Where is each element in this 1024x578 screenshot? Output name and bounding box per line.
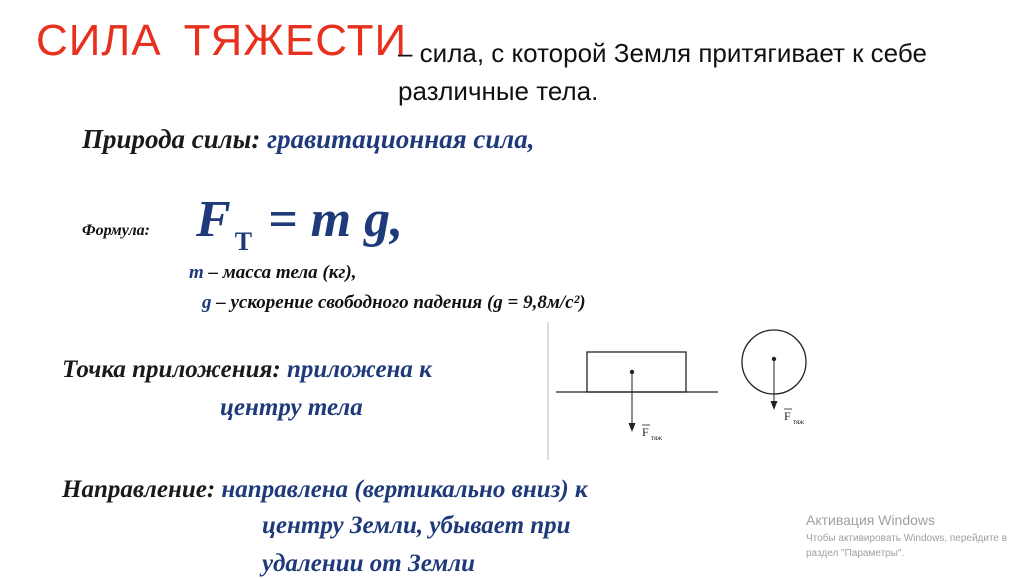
g-definition [202,292,586,314]
direction-label: Направление: [62,476,216,503]
direction-line-1 [62,476,588,504]
mass-symbol: m [189,262,204,283]
slide-title [36,16,407,66]
g-text: – ускорение свободного падения (g = 9,8м/с²) [211,292,586,313]
formula [196,190,404,256]
mass-definition [189,262,356,284]
windows-activation-line-2: раздел "Параметры". [806,548,905,559]
block [587,352,686,392]
formula-rhs: = m g, [268,191,404,248]
title-word-2: ТЯЖЕСТИ [183,16,408,65]
block-force-arrowhead [629,423,636,432]
direction-value-1: направлена (вертикально вниз) к [221,476,588,503]
title-word-1: СИЛА [36,16,162,65]
application-label: Точка приложения: [62,356,281,383]
block-force-label: F [642,425,649,439]
g-symbol: g [202,292,212,313]
application-value-1: приложена к [286,356,432,383]
windows-activation-title: Активация Windows [806,512,936,528]
nature-value: гравитационная сила, [267,124,535,154]
nature-label: Природа силы: [82,124,261,154]
ball-force-arrowhead [771,401,778,410]
ball-force-sub: тяж [793,418,805,426]
mass-text: – масса тела (кг), [203,262,357,283]
windows-activation-line-1: Чтобы активировать Windows, перейдите в [806,533,1008,544]
definition-text: – сила, с которой Земля притягивает к себе различные тела. [398,38,927,106]
application-line-2: центру тела [220,394,363,421]
force-diagram [540,322,840,462]
ball-force-label: F [784,409,791,423]
application-line-1 [62,356,432,384]
direction-line-2: центру Земли, убывает при [262,512,571,539]
formula-label: Формула: [82,222,150,239]
formula-f: F [196,191,231,248]
block-force-sub: тяж [651,434,663,442]
direction-line-3: удалении от Земли [262,550,476,577]
formula-subscript: Т [234,227,253,256]
nature-line [82,124,534,155]
